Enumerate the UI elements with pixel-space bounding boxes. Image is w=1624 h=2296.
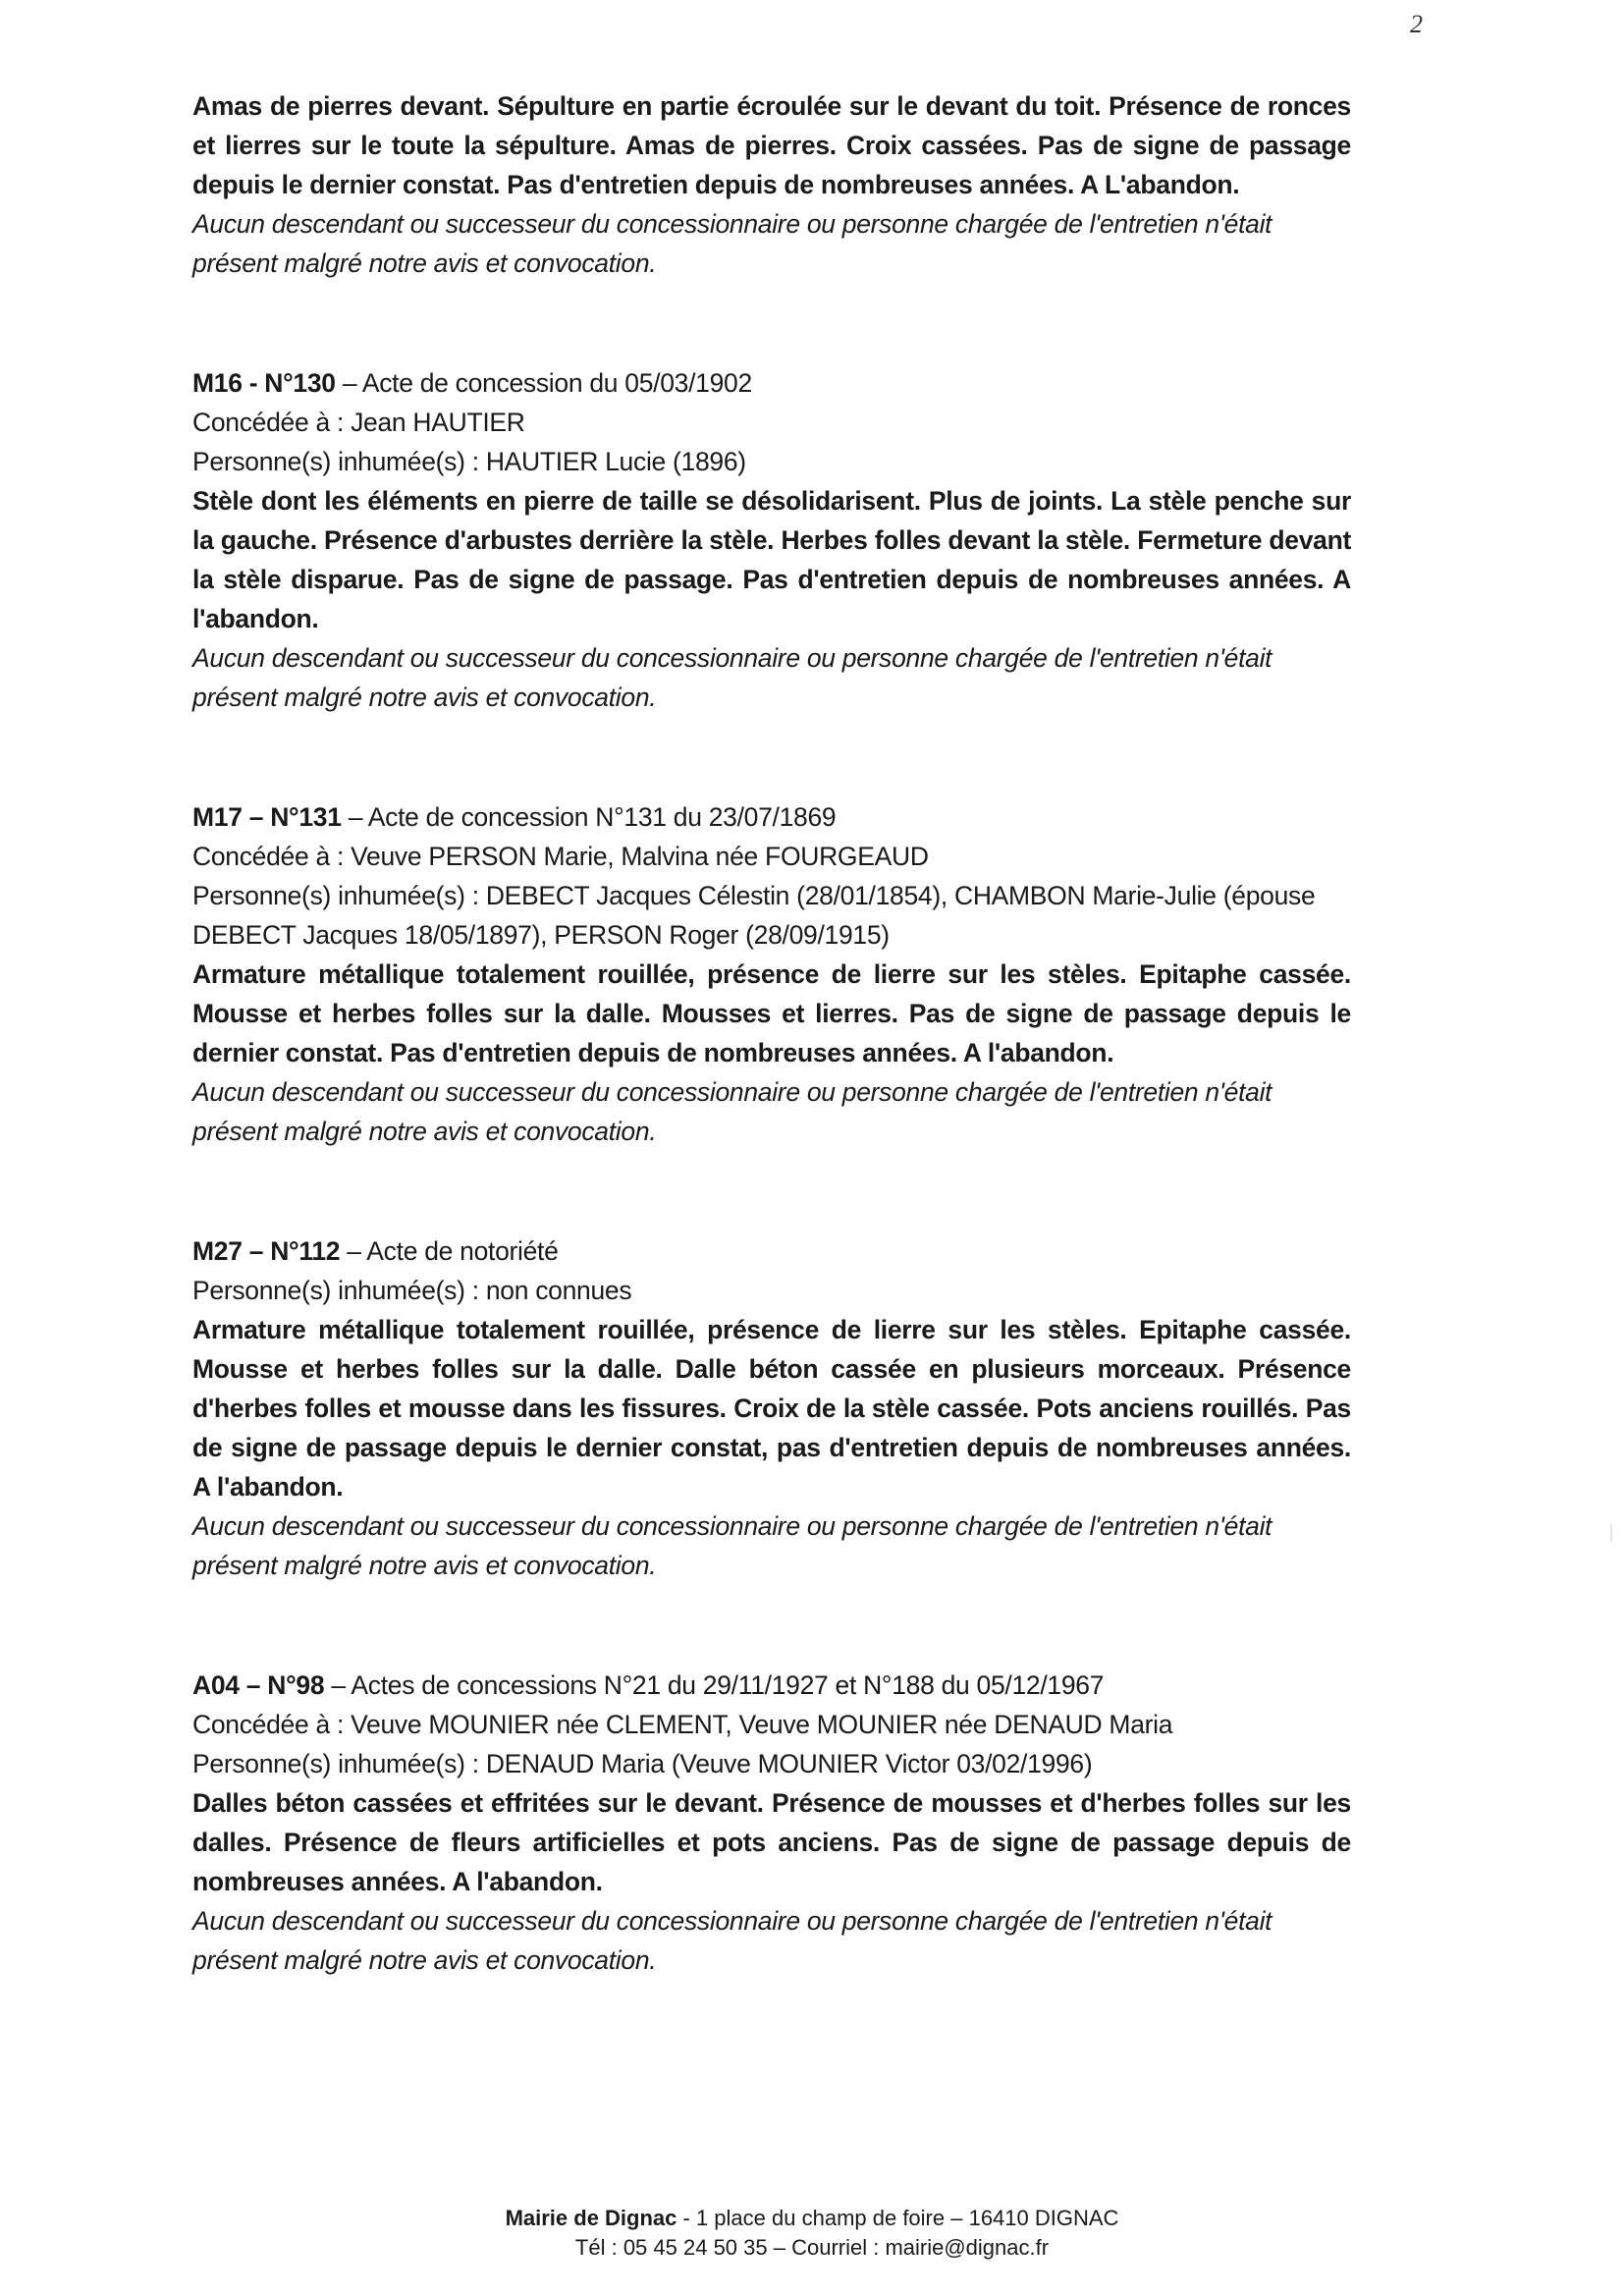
intro-notice: Aucun descendant ou successeur du concessionnaire ou personne chargée de l'entretien n'était présent malgré notre avis et convocation. bbox=[192, 209, 1272, 278]
entry-heading bbox=[192, 363, 1351, 403]
entry-concession-to: Concédée à : Veuve PERSON Marie, Malvina née FOURGEAUD bbox=[192, 842, 929, 871]
document-body bbox=[192, 86, 1351, 1980]
entry-heading bbox=[192, 797, 1351, 837]
entry-act: – Acte de notoriété bbox=[340, 1236, 559, 1266]
scan-artifact bbox=[1610, 1524, 1612, 1542]
entry-description: Armature métallique totalement rouillée, présence de lierre sur les stèles. Epitaphe cassée. Mousse et herbes folles sur la dalle. Dalle béton cassée en plusieurs morceaux. Présence d'herbes folles et mousse dans les fissures. Croix de la stèle cassée. Pots anciens rouillés. Pas de signe de passage depuis le dernier constat, pas d'entretien depuis de nombreuses années. A l'abandon. bbox=[192, 1315, 1351, 1502]
entry-concession-to: Concédée à : Jean HAUTIER bbox=[192, 408, 525, 437]
entry-notice: Aucun descendant ou successeur du concessionnaire ou personne chargée de l'entretien n'était présent malgré notre avis et convocation. bbox=[192, 1077, 1272, 1146]
entry-a04 bbox=[192, 1666, 1351, 1980]
entry-buried: Personne(s) inhumée(s) : DENAUD Maria (Veuve MOUNIER Victor 03/02/1996) bbox=[192, 1749, 1093, 1778]
entry-notice: Aucun descendant ou successeur du concessionnaire ou personne chargée de l'entretien n'était présent malgré notre avis et convocation. bbox=[192, 1511, 1272, 1580]
entry-heading bbox=[192, 1231, 1351, 1271]
entry-heading bbox=[192, 1666, 1351, 1705]
page-number: 2 bbox=[1410, 10, 1423, 38]
entry-act: – Actes de concessions N°21 du 29/11/1927 et N°188 du 05/12/1967 bbox=[324, 1670, 1105, 1700]
entry-ref: A04 – N°98 bbox=[192, 1670, 325, 1700]
footer-address-line bbox=[0, 2204, 1624, 2233]
entry-m16 bbox=[192, 363, 1351, 717]
entry-ref: M27 – N°112 bbox=[192, 1236, 341, 1266]
intro-block bbox=[192, 86, 1351, 283]
entry-act: – Acte de concession du 05/03/1902 bbox=[335, 368, 752, 398]
entry-m27 bbox=[192, 1231, 1351, 1585]
entry-buried: Personne(s) inhumée(s) : DEBECT Jacques Célestin (28/01/1854), CHAMBON Marie-Julie (épouse DEBECT Jacques 18/05/1897), PERSON Roger (28/09/1915) bbox=[192, 881, 1316, 950]
entry-ref: M16 - N°130 bbox=[192, 368, 336, 398]
footer-contact: Tél : 05 45 24 50 35 – Courriel : mairie@dignac.fr bbox=[574, 2235, 1050, 2260]
entry-ref: M17 – N°131 bbox=[192, 802, 342, 832]
entry-description: Armature métallique totalement rouillée, présence de lierre sur les stèles. Epitaphe cassée. Mousse et herbes folles sur la dalle. Mousses et lierres. Pas de signe de passage depuis le dernier constat. Pas d'entretien depuis de nombreuses années. A l'abandon. bbox=[192, 959, 1351, 1067]
footer-org: Mairie de Dignac bbox=[505, 2206, 677, 2230]
entry-concession-to: Concédée à : Veuve MOUNIER née CLEMENT, Veuve MOUNIER née DENAUD Maria bbox=[192, 1710, 1173, 1739]
entry-notice: Aucun descendant ou successeur du concessionnaire ou personne chargée de l'entretien n'était présent malgré notre avis et convocation. bbox=[192, 1906, 1272, 1975]
entry-buried: Personne(s) inhumée(s) : HAUTIER Lucie (1896) bbox=[192, 447, 746, 476]
entry-notice: Aucun descendant ou successeur du concessionnaire ou personne chargée de l'entretien n'était présent malgré notre avis et convocation. bbox=[192, 643, 1272, 712]
entry-m17 bbox=[192, 797, 1351, 1151]
footer-address: - 1 place du champ de foire – 16410 DIGNAC bbox=[677, 2206, 1119, 2230]
page-footer bbox=[0, 2204, 1624, 2263]
entry-description: Dalles béton cassées et effritées sur le devant. Présence de mousses et d'herbes folles sur les dalles. Présence de fleurs artificielles et pots anciens. Pas de signe de passage depuis de nombreuses années. A l'abandon. bbox=[192, 1788, 1351, 1896]
entry-act: – Acte de concession N°131 du 23/07/1869 bbox=[341, 802, 837, 832]
entry-buried: Personne(s) inhumée(s) : non connues bbox=[192, 1276, 632, 1305]
entry-description: Stèle dont les éléments en pierre de taille se désolidarisent. Plus de joints. La stèle penche sur la gauche. Présence d'arbustes derrière la stèle. Herbes folles devant la stèle. Fermeture devant la stèle disparue. Pas de signe de passage. Pas d'entretien depuis de nombreuses années. A l'abandon. bbox=[192, 486, 1351, 633]
intro-description: Amas de pierres devant. Sépulture en partie écroulée sur le devant du toit. Présence de ronces et lierres sur le toute la sépulture. Amas de pierres. Croix cassées. Pas de signe de passage depuis le dernier constat. Pas d'entretien depuis de nombreuses années. A L'abandon. bbox=[192, 91, 1351, 199]
